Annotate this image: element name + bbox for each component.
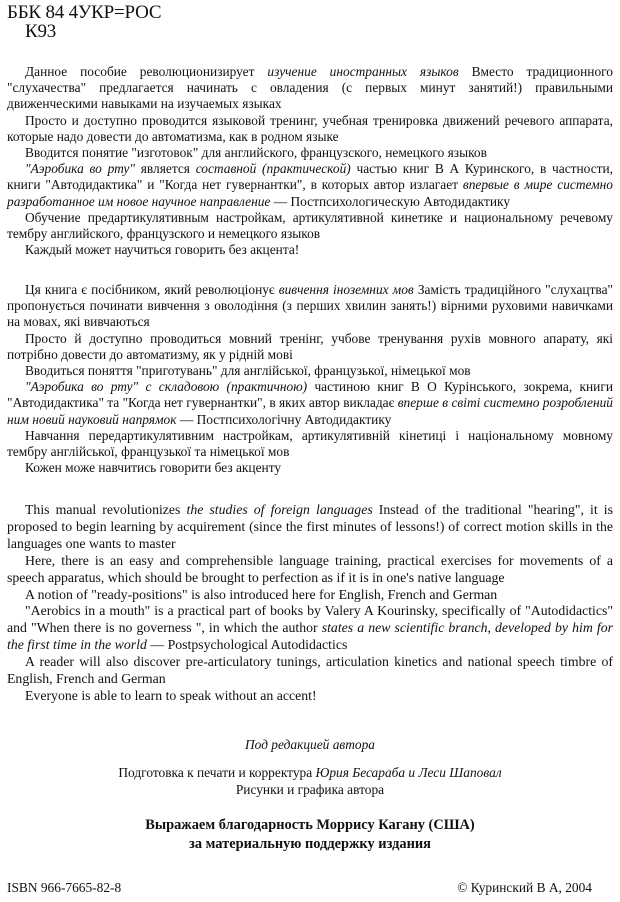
- english-annotation: [7, 502, 613, 705]
- ru-paragraph-4: "Аэробика во рту" является составной (практической) частью книг В А Куринского, в частности, книги "Автодидактика" и "Когда нет гувернантки", в которых автор излагает впервые в мире системно разработанное им новое научное направление — Постпсихологическую Автодидактику: [7, 161, 614, 209]
- author-mark-code: К93: [25, 21, 57, 42]
- acknowledgement: [0, 816, 620, 854]
- ua-paragraph-2: Просто й доступно проводиться мовний тренінг, учбове тренування рухів мовного апарату, які потрібно довести до автоматизму, як у рідній мові: [7, 330, 613, 362]
- en-paragraph-6: Everyone is able to learn to speak without an accent!: [25, 687, 317, 703]
- editor-credit: Под редакцией автора: [245, 737, 375, 752]
- ru-paragraph-2: Просто и доступно проводится языковой тренинг, учебная тренировка движений речевого аппарата, которые надо довести до автоматизма, как в родном языке: [7, 112, 613, 144]
- ru-paragraph-6: Каждый может научиться говорить без акцента!: [25, 242, 300, 258]
- copyright-notice: © Куринский В А, 2004: [457, 880, 592, 895]
- ru-paragraph-1: Данное пособие революционизирует изучение иностранных языков Вместо традиционного "слухачества" предлагается начинать с овладения (с первых минут занятий!) правильными движенческими навыками на изучаемых языках: [7, 64, 613, 112]
- ukrainian-annotation: [7, 282, 613, 476]
- acknowledgement-line-1: Выражаем благодарность Моррису Кагану (США): [145, 817, 475, 833]
- ru-paragraph-5: Обучение предартикулятивным настройкам, артикулятивной кинетике и национальному речевому тембру английского, французского и немецкого языков: [7, 209, 613, 242]
- production-credits: [0, 764, 620, 798]
- ua-paragraph-1: Ця книга є посібником, який революціонує вивчення іноземних мов Замість традиційного "слухацтва" пропонується починати вивчення з оволодіння (з перших хвилин занять!) вірними руховими навичками на мовах, які вивчаються: [7, 282, 613, 330]
- en-paragraph-4: "Aerobics in a mouth" is a practical part of books by Valery A Kourinsky, specifically of "Autodidactics" and "When there is no governess ", in which the author states a new scientific branch, developed by him for the first time in the world — Postpsychological Autodidactics: [7, 603, 613, 653]
- illustrations-credit: Рисунки и графика автора: [235, 782, 385, 797]
- ru-paragraph-3: Вводится понятие "изготовок" для английского, французского, немецкого языков: [25, 145, 487, 161]
- proofreading-credit: Подготовка к печати и корректура Юрия Бесараба и Леси Шаповал: [118, 765, 502, 780]
- russian-annotation: [7, 64, 613, 258]
- bbk-classification-code: ББК 84 4УКР=РОС: [7, 2, 162, 23]
- ua-paragraph-4: "Аэробика во рту" с складовою (практичною) частиною книг В О Курінського, зокрема, книги "Автодидактика" та "Когда нет гувернантки", в яких автор викладає вперше в світі системно розроблений ним новий науковий напрямок — Постпсихологічну Автодидактику: [7, 379, 613, 427]
- ua-paragraph-5: Навчання передартикулятивним настройкам, артикулятивній кінетиці і національному мовному тембру англійської, французької та німецької мов: [7, 427, 613, 460]
- ua-paragraph-6: Кожен може навчитись говорити без акценту: [25, 460, 282, 476]
- acknowledgement-line-2: за материальную поддержку издания: [189, 836, 431, 852]
- isbn-number: ISBN 966-7665-82-8: [7, 880, 122, 895]
- ua-paragraph-3: Вводиться поняття "приготувань" для англійської, французької, німецької мов: [25, 363, 471, 379]
- en-paragraph-5: A reader will also discover pre-articulatory tunings, articulation kinetics and national speech timbre of English, French and German: [7, 654, 613, 687]
- library-classification-header: [7, 3, 161, 41]
- en-paragraph-2: Here, there is an easy and comprehensible language training, practical exercises for movements of a speech apparatus, which should be brought to perfection as if it is in one's native language: [7, 552, 613, 585]
- en-paragraph-3: A notion of "ready-positions" is also introduced here for English, French and German: [25, 586, 498, 602]
- en-paragraph-1: This manual revolutionizes the studies of foreign languages Instead of the traditional "hearing", it is proposed to begin learning by acquirement (since the first minutes of lessons!) of correct motion skills in the languages one wants to master: [7, 502, 613, 551]
